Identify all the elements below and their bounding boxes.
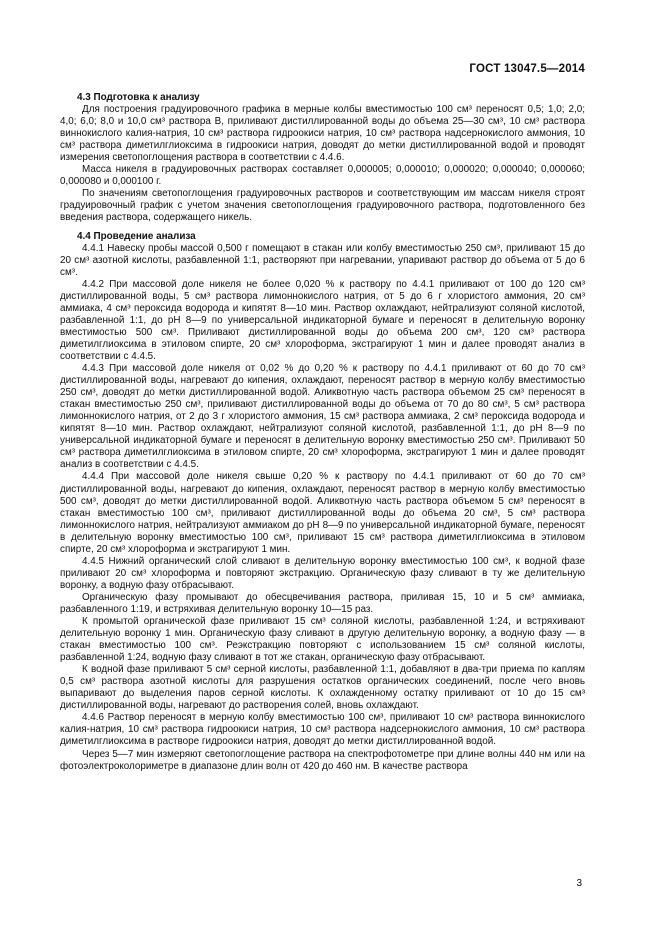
paragraph: К водной фазе приливают 5 см³ серной кислоты, разбавленной 1:1, добавляют в два-три приема по каплям 0,5 см³ раствора азотной кислоты для разрушения остатков органических соединений, после чего вновь выпаривают до выделения паров серной кислоты. К охлажденному остатку приливают от 10 до 15 см³ дистиллированной воды, нагревают до растворения солей, вновь охлаждают.: [60, 664, 585, 712]
paragraph: 4.4.4 При массовой доле никеля свыше 0,20 % к раствору по 4.4.1 приливают от 60 до 70 см³ дистиллированной воды, нагревают до кипения, охлаждают, переносят раствор в мерную колбу вместимостью 500 см³, доводят до метки дистиллированной водой. Аликвотную часть раствора объемом 5 см³ переносят в стакан вместимостью 100 см³, приливают дистиллированной воды до объема 20 см³, 5 см³ раствора лимоннокислого натрия, нейтрализуют аммиаком до рН 8—9 по универсальной индикаторной бумаге, переносят в делительную воронку вместимостью 100 см³, приливают 15 см³ раствора диметилглиоксима в этиловом спирте, 20 см³ хлороформа и экстрагируют 1 мин.: [60, 471, 585, 555]
page-number: 3: [576, 878, 582, 889]
paragraph: По значениям светопоглощения градуировочных растворов и соответствующим им массам никеля строят градуировочный график с учетом значения светопоглощения градуировочного раствора, подготовленного без введения раствора, содержащего никель.: [60, 188, 585, 224]
paragraph: Масса никеля в градуировочных растворах составляет 0,000005; 0,000010; 0,000020; 0,000040; 0,000060; 0,000080 и 0,000100 г.: [60, 164, 585, 188]
paragraph: Через 5—7 мин измеряют светопоглощение раствора на спектрофотометре при длине волны 440 нм или на фотоэлектроколориметре в диапазоне длин волн от 420 до 460 нм. В качестве раствора: [60, 748, 585, 772]
section-title: 4.4 Проведение анализа: [77, 230, 196, 242]
document-code: ГОСТ 13047.5—2014: [469, 63, 585, 75]
paragraph: 4.4.3 При массовой доле никеля от 0,02 % до 0,20 % к раствору по 4.4.1 приливают от 60 до 70 см³ дистиллированной воды, нагревают до кипения, охлаждают, переносят раствор в мерную колбу вместимостью 250 см³, доводят до метки дистиллированной водой. Аликвотную часть раствора объемом 25 см³ переносят в стакан вместимостью 250 см³, приливают дистиллированной воды до объема от 70 до 80 см³, 5 см³ раствора лимоннокислого натрия, от 2 до 3 г хлористого аммония, 15 см³ раствора аммиака, 2 см³ пероксида водорода и кипятят 8—10 мин. Раствор охлаждают, нейтрализуют соляной кислотой, разбавленной 1:1, до рН 8—9 по универсальной индикаторной бумаге и переносят в делительную воронку вместимостью 250 см³. Приливают 50 см³ раствора диметилглиоксима в этиловом спирте, 20 см³ хлороформа, экстрагируют 1 мин и далее проводят анализ в соответствии с 4.4.5.: [60, 363, 585, 471]
document-body: [60, 92, 585, 773]
paragraph: 4.4.6 Раствор переносят в мерную колбу вместимостью 100 см³, приливают 10 см³ раствора виннокислого калия-натрия, 10 см³ раствора гидроокиси натрия, 10 см³ раствора надсернокислого аммония, 10 см³ раствора диметилглиоксима в растворе гидроокиси натрия, доводят до метки дистиллированной водой.: [60, 712, 585, 748]
paragraph: Для построения градуировочного графика в мерные колбы вместимостью 100 см³ переносят 0,5; 1,0; 2,0; 4,0; 6,0; 8,0 и 10,0 см³ раствора В, приливают дистиллированной воды до объема 25—30 см³, 10 см³ раствора виннокислого калия-натрия, 10 см³ раствора гидроокиси натрия, 10 см³ раствора надсернокислого аммония, 10 см³ раствора диметилглиоксима в гидроокиси натрия, доводят до метки дистиллированной водой и проводят измерения светопоглощения раствора в соответствии с 4.4.6.: [60, 104, 585, 164]
paragraph: Органическую фазу промывают до обесцвечивания раствора, приливая 15, 10 и 5 см³ аммиака, разбавленного 1:19, и встряхивая делительную воронку 10—15 раз.: [60, 591, 585, 615]
paragraph: 4.4.5 Нижний органический слой сливают в делительную воронку вместимостью 100 см³, к водной фазе приливают 20 см³ хлороформа и повторяют экстракцию. Органическую фазу сливают в ту же делительную воронку, а водную фазу отбрасывают.: [60, 555, 585, 591]
paragraph: 4.4.2 При массовой доле никеля не более 0,020 % к раствору по 4.4.1 приливают от 100 до 120 см³ дистиллированной воды, 5 см³ раствора лимоннокислого натрия, от 5 до 6 г хлористого аммония, 20 см³ аммиака, 4 см³ пероксида водорода и кипятят 8—10 мин. Раствор охлаждают, нейтрализуют соляной кислотой, разбавленной 1:1, до рН 8—9 по универсальной индикаторной бумаге и переносят в делительную воронку вместимостью 500 см³. Приливают дистиллированной воды до объема 200 см³, 120 см³ раствора диметилглиоксима в этиловом спирте, 20 см³ хлороформа, экстрагируют 1 мин и далее проводят анализ в соответствии с 4.4.5.: [60, 278, 585, 362]
paragraph: 4.4.1 Навеску пробы массой 0,500 г помещают в стакан или колбу вместимостью 250 см³, приливают 15 до 20 см³ азотной кислоты, разбавленной 1:1, растворяют при нагревании, упаривают раствор до объема от 5 до 6 см³.: [60, 242, 585, 278]
paragraph: К промытой органической фазе приливают 15 см³ соляной кислоты, разбавленной 1:24, и встряхивают делительную воронку 1 мин. Органическую фазу сливают в другую делительную воронку, а водную фазу — в стакан вместимостью 100 см³. Реэкстракцию повторяют с использованием 15 см³ соляной кислоты, разбавленной 1:24, водную фазу сливают в тот же стакан, органическую фазу отбрасывают.: [60, 616, 585, 664]
section-title: 4.3 Подготовка к анализу: [77, 92, 200, 103]
